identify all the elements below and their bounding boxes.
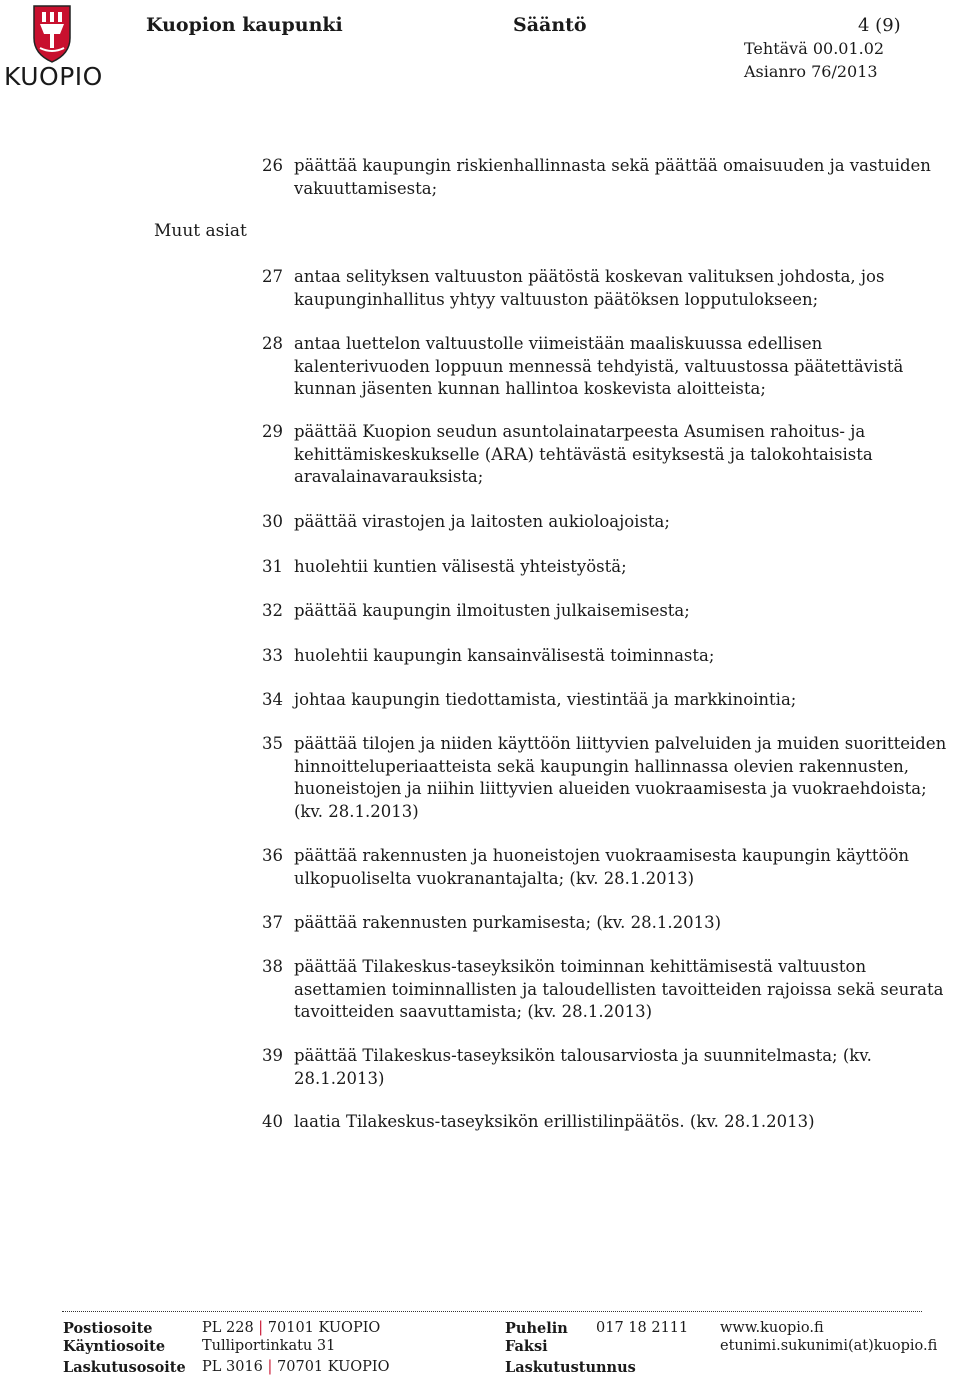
footer-billing-box: PL 3016 (202, 1359, 263, 1375)
item-number: 28 (262, 334, 283, 353)
list-item (262, 556, 958, 579)
list-item (262, 689, 958, 712)
list-item (262, 733, 958, 823)
item-number: 34 (262, 690, 283, 709)
item-number: 37 (262, 913, 283, 932)
coat-of-arms-icon (4, 4, 100, 64)
separator: | (267, 1359, 273, 1375)
list-item (262, 645, 958, 668)
footer-phone-label: Puhelin (505, 1320, 568, 1337)
footer-website-link[interactable]: www.kuopio.fi (720, 1320, 824, 1336)
page-number: 4 (9) (858, 15, 901, 36)
list-item (262, 845, 958, 890)
list-item (262, 600, 958, 623)
list-item (262, 333, 958, 401)
list-item (262, 1045, 958, 1090)
logo-wordmark: KUOPIO (4, 62, 103, 91)
item-number: 33 (262, 646, 283, 665)
footer-divider (62, 1311, 922, 1312)
item-text: huolehtii kuntien välisestä yhteistyöstä; (294, 557, 627, 576)
footer-billing-city: 70701 KUOPIO (277, 1359, 390, 1375)
separator: | (258, 1320, 264, 1336)
item-number: 27 (262, 267, 283, 286)
item-text: päättää Tilakeskus-taseyksikön toiminnan kehittämisestä valtuuston asettamien toiminnallisten ja taloudellisten tavoitteiden rajoissa sekä seurata tavoitteiden saavuttamista; (kv. 28.1.2013) (294, 957, 944, 1021)
item-number: 29 (262, 422, 283, 441)
item-text: päättää Kuopion seudun asuntolainatarpeesta Asumisen rahoitus- ja kehittämiskeskukselle (ARA) tehtävästä esityksestä ja talokohtaisista aravalainavarauksista; (294, 422, 873, 486)
item-number: 40 (262, 1112, 283, 1131)
item-text: antaa luettelon valtuustolle viimeistään maaliskuussa edellisen kalenterivuoden loppuun mennessä tehdyistä, valtuustossa päätettävistä kunnan jäsenten kunnan hallintoa koskevista aloitteista; (294, 334, 904, 398)
item-text: antaa selityksen valtuuston päätöstä koskevan valituksen johdosta, jos kaupunginhallitus yhtyy valtuuston päätöksen lopputulokseen; (294, 267, 885, 309)
list-item (262, 421, 958, 489)
item-number: 35 (262, 734, 283, 753)
footer-postal-label: Postiosoite (63, 1320, 153, 1337)
task-number: Tehtävä 00.01.02 (744, 39, 885, 58)
record-number: Asianro 76/2013 (744, 62, 878, 81)
footer-visit-address: Tulliportinkatu 31 (202, 1338, 336, 1354)
footer-fax-label: Faksi (505, 1338, 548, 1355)
list-item (262, 511, 958, 534)
footer-billing-label: Laskutusosoite (63, 1359, 186, 1376)
footer-visit-label: Käyntiosoite (63, 1338, 166, 1355)
item-text: päättää virastojen ja laitosten aukioloajoista; (294, 512, 670, 531)
list-item (262, 155, 958, 200)
item-number: 31 (262, 557, 283, 576)
item-text: päättää Tilakeskus-taseyksikön talousarviosta ja suunnitelmasta; (kv. 28.1.2013) (294, 1046, 872, 1088)
item-number: 38 (262, 957, 283, 976)
item-text: päättää tilojen ja niiden käyttöön liittyvien palveluiden ja muiden suoritteiden hinnoitteluperiaatteista sekä kaupungin hallinnassa olevien rakennusten, huoneistojen ja niihin liittyvien alueiden vuokraamisesta ja vuokraehdoista; (kv. 28.1.2013) (294, 734, 947, 821)
list-item (262, 1111, 958, 1134)
list-item (262, 266, 958, 311)
item-text: huolehtii kaupungin kansainvälisestä toiminnasta; (294, 646, 715, 665)
item-number: 26 (262, 156, 283, 175)
footer-billing-id-label: Laskutustunnus (505, 1359, 636, 1376)
item-number: 32 (262, 601, 283, 620)
item-text: johtaa kaupungin tiedottamista, viestintää ja markkinointia; (294, 690, 797, 709)
list-item (262, 912, 958, 935)
footer-phone: 017 18 2111 (596, 1320, 689, 1336)
item-text: päättää kaupungin riskienhallinnasta sekä päättää omaisuuden ja vastuiden vakuuttamisesta; (294, 156, 931, 198)
item-text: päättää kaupungin ilmoitusten julkaisemisesta; (294, 601, 690, 620)
section-label: Muut asiat (154, 221, 247, 241)
item-number: 39 (262, 1046, 283, 1065)
header-doc-type: Sääntö (513, 14, 587, 36)
list-item (262, 956, 958, 1024)
item-number: 36 (262, 846, 283, 865)
item-text: päättää rakennusten purkamisesta; (kv. 28.1.2013) (294, 913, 722, 932)
footer-postal-address (202, 1320, 380, 1336)
header-city: Kuopion kaupunki (146, 14, 343, 36)
footer-postal-box: PL 228 (202, 1320, 254, 1336)
footer-postal-city: 70101 KUOPIO (267, 1320, 381, 1336)
item-text: päättää rakennusten ja huoneistojen vuokraamisesta kaupungin käyttöön ulkopuoliselta vuokranantajalta; (kv. 28.1.2013) (294, 846, 910, 888)
kuopio-logo (4, 4, 103, 94)
item-text: laatia Tilakeskus-taseyksikön erillistilinpäätös. (kv. 28.1.2013) (294, 1112, 815, 1131)
footer-billing-address (202, 1359, 390, 1375)
footer-email-link[interactable]: etunimi.sukunimi(at)kuopio.fi (720, 1338, 938, 1354)
item-number: 30 (262, 512, 283, 531)
